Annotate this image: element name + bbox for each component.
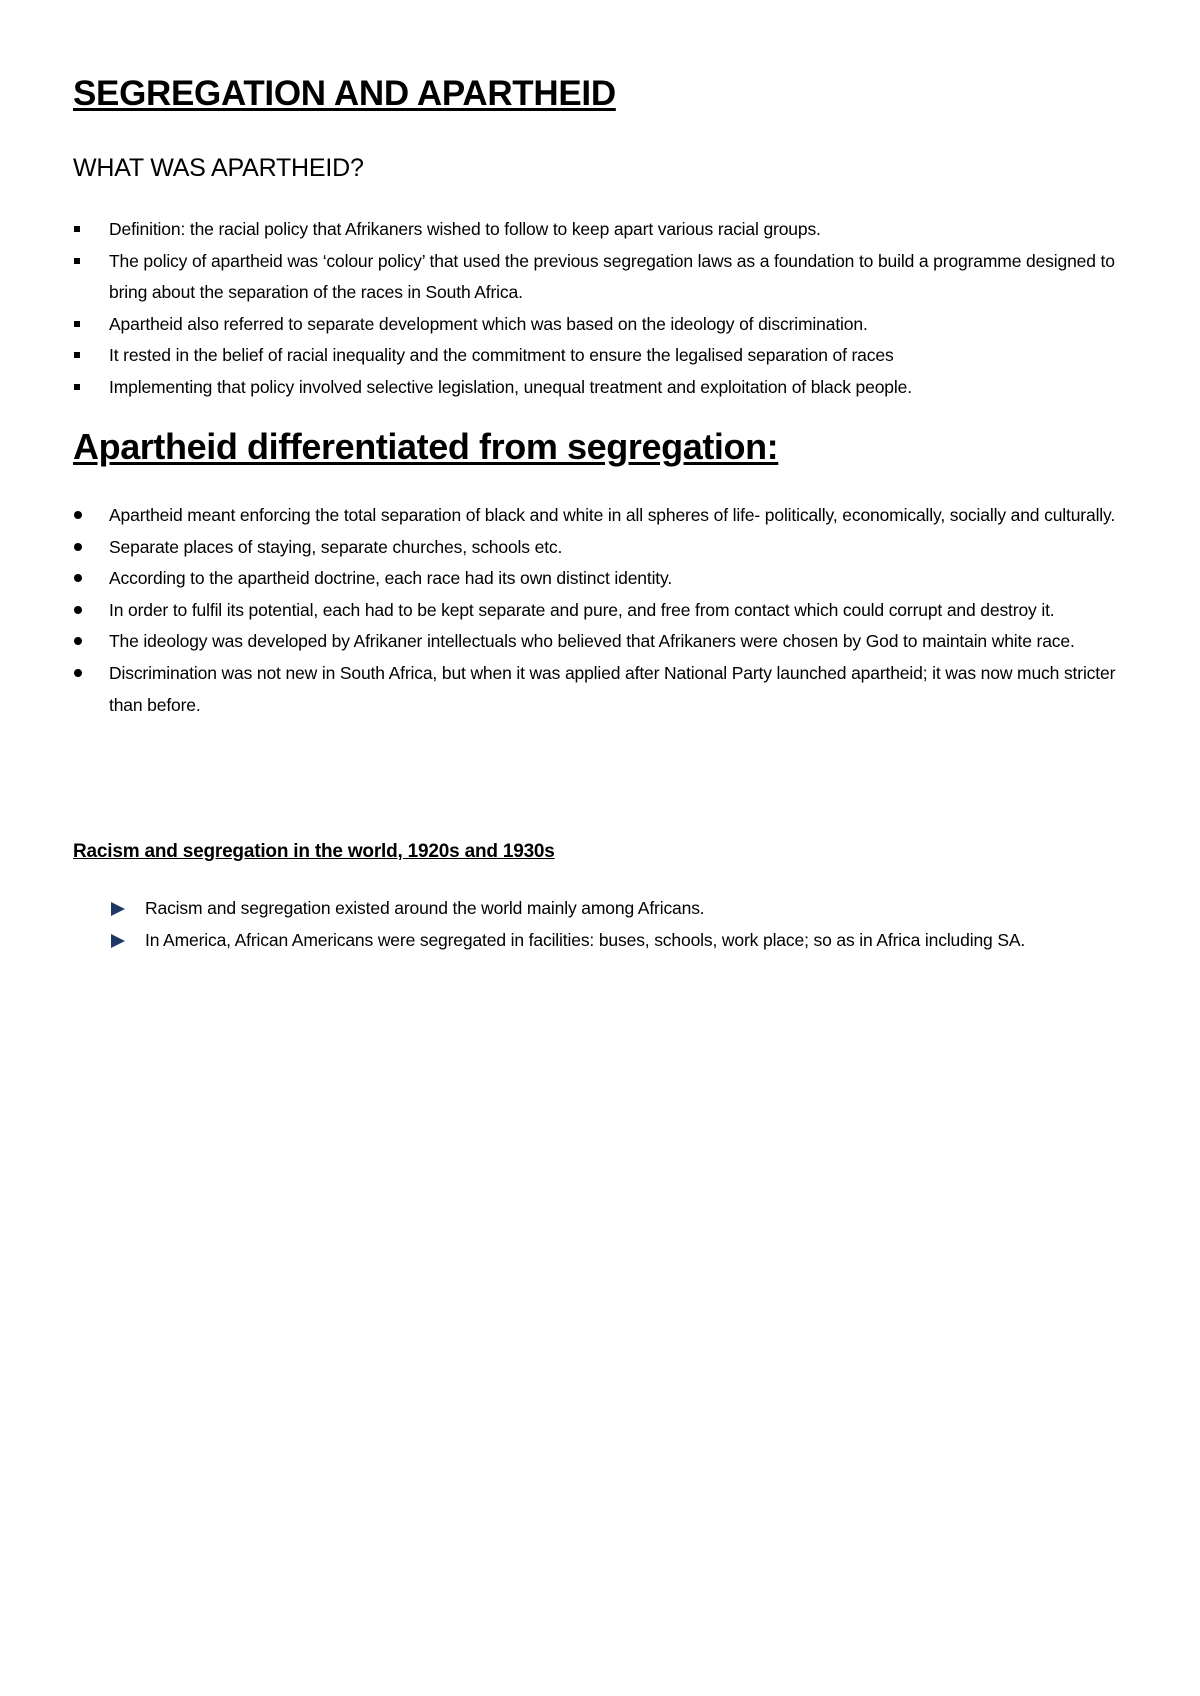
list-item [109,893,1099,925]
square-bullet-icon [74,226,80,232]
list-item-text: In America, African Americans were segregated in facilities: buses, schools, work place; so as in Africa including SA. [145,929,1026,950]
list-item [73,563,1133,595]
list-item-text: In order to fulfil its potential, each had to be kept separate and pure, and free from contact which could corrupt and destroy it. [109,599,1055,620]
round-bullet-icon [74,543,82,551]
list-item-text: The ideology was developed by Afrikaner intellectuals who believed that Afrikaners were chosen by God to maintain white race. [109,631,1075,652]
round-bullet-icon [74,669,82,677]
round-bullet-icon [74,511,82,519]
list-item-text: The policy of apartheid was ‘colour policy’ that used the previous segregation laws as a foundation to build a programme designed to bring about the separation of the races in South Africa. [109,250,1115,303]
square-bullet-icon [74,258,80,264]
list-item-text: It rested in the belief of racial inequality and the commitment to ensure the legalised separation of races [109,345,894,366]
list-item [73,658,1133,721]
list-item [73,595,1133,627]
square-bullet-icon [74,321,80,327]
list-item [73,246,1133,309]
list-item [73,340,1133,372]
document-title: SEGREGATION AND APARTHEID [73,74,616,113]
list-item-text: Implementing that policy involved selective legislation, unequal treatment and exploitation of black people. [109,376,912,397]
list-item [73,309,1133,341]
section-heading-differentiated: Apartheid differentiated from segregation: [73,426,779,467]
racism-bullet-list [109,893,1099,956]
arrow-bullet-icon [111,934,125,948]
section-heading-racism-world: Racism and segregation in the world, 1920s and 1930s [73,841,555,862]
list-item [73,500,1133,532]
differentiation-bullet-list [73,500,1133,721]
arrow-bullet-icon [111,902,125,916]
list-item-text: Definition: the racial policy that Afrikaners wished to follow to keep apart various racial groups. [109,219,821,239]
list-item-text: Separate places of staying, separate churches, schools etc. [109,536,563,557]
list-item-text: Apartheid meant enforcing the total separation of black and white in all spheres of life- politically, economically, socially and culturally. [109,505,1116,525]
list-item-text: Racism and segregation existed around the world mainly among Africans. [145,898,705,918]
list-item [73,214,1133,246]
list-item-text: Apartheid also referred to separate development which was based on the ideology of discrimination. [109,313,868,334]
definition-bullet-list [73,214,1133,404]
square-bullet-icon [74,384,80,390]
section-heading-what-was-apartheid: WHAT WAS APARTHEID? [73,154,364,182]
round-bullet-icon [74,606,82,614]
list-item [73,532,1133,564]
list-item [109,925,1099,957]
list-item [73,626,1133,658]
list-item-text: According to the apartheid doctrine, each race had its own distinct identity. [109,568,673,589]
round-bullet-icon [74,637,82,645]
round-bullet-icon [74,574,82,582]
list-item [73,372,1133,404]
square-bullet-icon [74,352,80,358]
list-item-text: Discrimination was not new in South Africa, but when it was applied after National Party launched apartheid; it was now much stricter than before. [109,662,1116,715]
